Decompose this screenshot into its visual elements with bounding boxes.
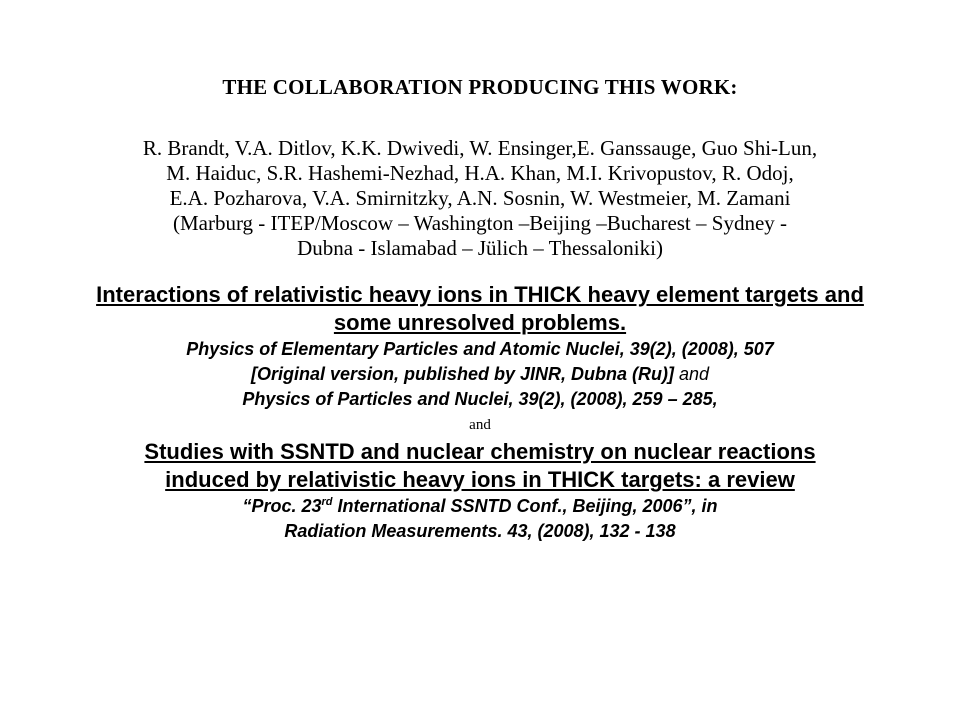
author-line: R. Brandt, V.A. Ditlov, K.K. Dwivedi, W. Ensinger,E. Ganssauge, Guo Shi-Lun, (142, 136, 818, 160)
publication-1-title-line: some unresolved problems. (333, 310, 627, 335)
author-line: E.A. Pozharova, V.A. Smirnitzky, A.N. Sosnin, W. Westmeier, M. Zamani (169, 186, 791, 210)
publication-1-title-line: Interactions of relativistic heavy ions in THICK heavy element targets and (96, 282, 864, 307)
affiliations-line: Dubna - Islamabad – Jülich – Thessaloniki) (297, 236, 663, 260)
publication-1-citation-line: Physics of Particles and Nuclei, 39(2), (2008), 259 – 285, (242, 389, 718, 409)
affiliations-line: (Marburg - ITEP/Moscow – Washington –Beijing –Bucharest – Sydney - (172, 211, 788, 235)
publication-1 (0, 281, 960, 412)
separator-and: and (469, 417, 491, 433)
proc-prefix: “Proc. 23 (242, 496, 322, 516)
publication-2-title-line: Studies with SSNTD and nuclear chemistry on nuclear reactions (144, 439, 816, 464)
author-list (0, 136, 960, 261)
collaboration-heading: THE COLLABORATION PRODUCING THIS WORK: (222, 75, 738, 99)
proc-suffix: International SSNTD Conf., Beijing, 2006”, in (332, 496, 718, 516)
author-line: M. Haiduc, S.R. Hashemi-Nezhad, H.A. Khan, M.I. Krivopustov, R. Odoj, (166, 161, 794, 185)
ordinal-superscript: rd (321, 496, 333, 508)
publication-2 (0, 438, 960, 544)
publication-1-citation-line: Physics of Elementary Particles and Atomic Nuclei, 39(2), (2008), 507 (186, 339, 774, 359)
publication-2-proceedings-line (0, 494, 960, 519)
and-connector: and (673, 364, 710, 384)
original-version-note: [Original version, published by JINR, Dubna (Ru)] (250, 364, 674, 384)
publication-2-journal-line: Radiation Measurements. 43, (2008), 132 - 138 (284, 521, 676, 541)
publication-2-title-line: induced by relativistic heavy ions in THICK targets: a review (165, 467, 795, 492)
publication-1-citation-line (0, 362, 960, 387)
